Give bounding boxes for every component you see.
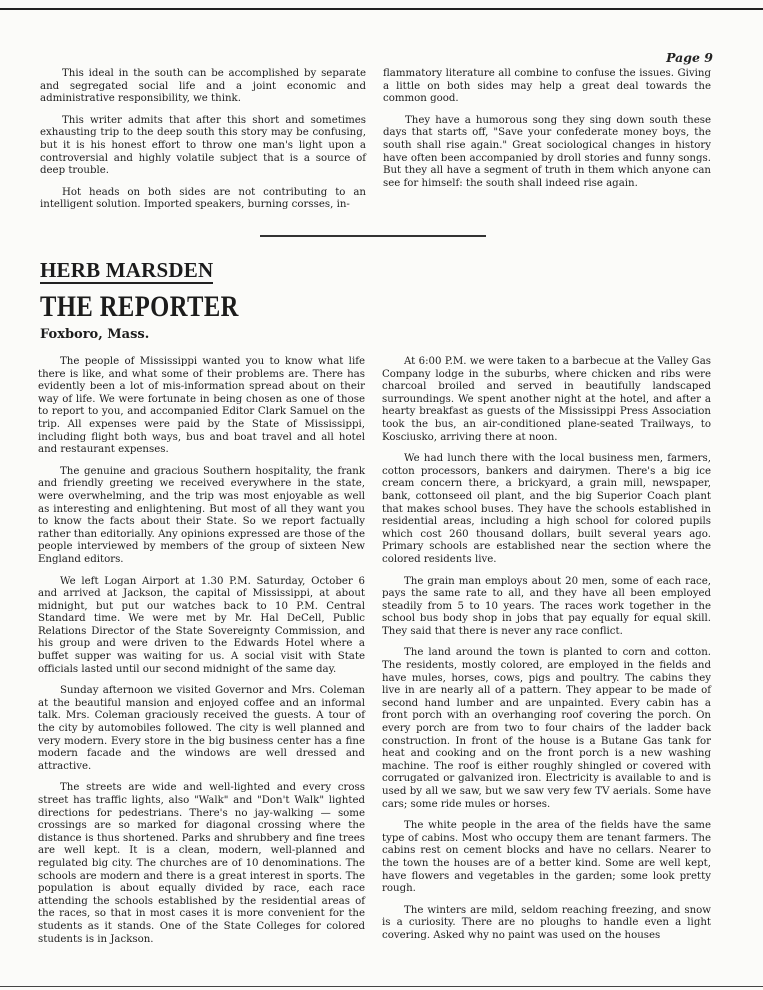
paragraph: This ideal in the south can be accomplished by separate and segregated social life and a joint economic and administrative responsibility, we think. bbox=[40, 68, 366, 105]
section-divider bbox=[260, 235, 486, 237]
dateline: Foxboro, Mass. bbox=[40, 327, 150, 342]
author-name-text: HERB MARSDEN bbox=[40, 258, 214, 282]
column-title: THE REPORTER bbox=[40, 290, 239, 323]
article-left-column bbox=[38, 356, 365, 946]
paragraph: The land around the town is planted to corn and cotton. The residents, mostly colored, are employed in the fields and have mules, horses, cows, pigs and poultry. The cabins they live in are nearly all of a pattern. They appear to be made of second hand lumber and are unpainted. Every cabin has a front porch with an overhanging roof covering the porch. On every porch are from two to four chairs of the ladder back construction. In front of the house is a Butane Gas tank for heat and cooking and on the front porch is a new washing machine. The roof is either roughly shingled or covered with corrugated or galvanized iron. Electricity is available to and is used by all we saw, but we saw very few TV aerials. Some have cars; some ride mules or horses. bbox=[382, 647, 711, 810]
paragraph: This writer admits that after this short and sometimes exhausting trip to the deep south this story may be confusing, but it is his honest effort to throw one man's light upon a controversial and highly volatile subject that is a source of deep trouble. bbox=[40, 114, 366, 177]
page-number: Page 9 bbox=[666, 50, 713, 65]
paragraph: Hot heads on both sides are not contributing to an intelligent solution. Imported speakers, burning corsses, in- bbox=[40, 186, 366, 211]
paragraph: We had lunch there with the local business men, farmers, cotton processors, bankers and dairymen. There's a big ice cream concern there, a brickyard, a grain mill, newspaper, bank, cottonseed oil plant, and the big Superior Coach plant that makes school buses. They have the schools established in residential areas, including a high school for colored pupils which cost 260 thousand dollars, built several years ago. Primary schools are established near the section where the colored residents live. bbox=[382, 453, 711, 565]
bottom-border-rule bbox=[0, 986, 763, 987]
paragraph: flammatory literature all combine to confuse the issues. Giving a little on both sides may help a great deal towards the common good. bbox=[383, 68, 711, 105]
top-left-column bbox=[40, 68, 366, 212]
author-name bbox=[40, 258, 213, 283]
paragraph: The white people in the area of the fields have the same type of cabins. Most who occupy them are tenant farmers. The cabins rest on cement blocks and have no cellars. Nearer to the town the houses are of a better kind. Some are well kept, have flowers and vegetables in the garden; some look pretty rough. bbox=[382, 820, 711, 895]
paragraph: The grain man employs about 20 men, some of each race, pays the same rate to all, and they have all been employed steadily from 5 to 10 years. The races work together in the school bus body shop in jobs that pay equally for equal skill. They said that there is never any race conflict. bbox=[382, 575, 711, 637]
paragraph: The genuine and gracious Southern hospitality, the frank and friendly greeting we received everywhere in the state, were overwhelming, and the trip was most enjoyable as well as interesting and enlightening. But most of all they want you to know the facts about their State. So we report factually rather than editorially. Any opinions expressed are those of the people interviewed by members of the group of sixteen New England editors. bbox=[38, 465, 365, 565]
paragraph: The people of Mississippi wanted you to know what life there is like, and what some of their problems are. There has evidently been a lot of mis-information spread about on their way of life. We were fortunate in being chosen as one of those to report to you, and accompanied Editor Clark Samuel on the trip. All expenses were paid by the State of Mississippi, including flight both ways, bus and boat travel and all hotel and restaurant expenses. bbox=[38, 356, 365, 456]
paragraph: At 6:00 P.M. we were taken to a barbecue at the Valley Gas Company lodge in the suburbs, where chicken and ribs were charcoal broiled and served in beautifully landscaped surroundings. We spent another night at the hotel, and after a hearty breakfast as guests of the Mississippi Press Association took the bus, an air-conditioned plane-seated Trailways, to Kosciusko, arriving there at noon. bbox=[382, 356, 711, 443]
article-right-column bbox=[382, 356, 711, 943]
paragraph: We left Logan Airport at 1.30 P.M. Saturday, October 6 and arrived at Jackson, the capital of Mississippi, at about midnight, but put our watches back to 10 P.M. Central Standard time. We were met by Mr. Hal DeCell, Public Relations Director of the State Sovereignty Commission, and his group and were driven to the Edwards Hotel where a buffet supper was waiting for us. A social visit with State officials lasted until our second midnight of the same day. bbox=[38, 575, 365, 675]
paragraph: The streets are wide and well-lighted and every cross street has traffic lights, also "Walk" and "Don't Walk" lighted directions for pedestrians. There's no jay-walking — some crossings are so marked for diagonal crossing where the distance is thus shortened. Parks and shrubbery and fine trees are well kept. It is a clean, modern, well-planned and regulated big city. The churches are of 10 denominations. The schools are modern and there is a great interest in sports. The population is about equally divided by race, each race attending the schools established by the residential areas of the races, so that in most cases it is more convenient for the students as it stands. One of the State Colleges for colored students is in Jackson. bbox=[38, 782, 365, 945]
paragraph: They have a humorous song they sing down south these days that starts off, "Save your confederate money boys, the south shall rise again." Great sociological changes in history have often been accompanied by droll stories and funny songs. But they all have a segment of truth in them which anyone can see for himself: the south shall indeed rise again. bbox=[383, 114, 711, 189]
top-border-rule bbox=[0, 8, 763, 10]
top-right-column bbox=[383, 68, 711, 190]
paragraph: Sunday afternoon we visited Governor and Mrs. Coleman at the beautiful mansion and enjoyed coffee and an informal talk. Mrs. Coleman graciously received the guests. A tour of the city by automobiles followed. The city is well planned and very modern. Every store in the big business center has a fine modern facade and the windows are well dressed and attractive. bbox=[38, 685, 365, 772]
paragraph: The winters are mild, seldom reaching freezing, and snow is a curiosity. There are no ploughs to handle even a light covering. Asked why no paint was used on the houses bbox=[382, 904, 711, 941]
